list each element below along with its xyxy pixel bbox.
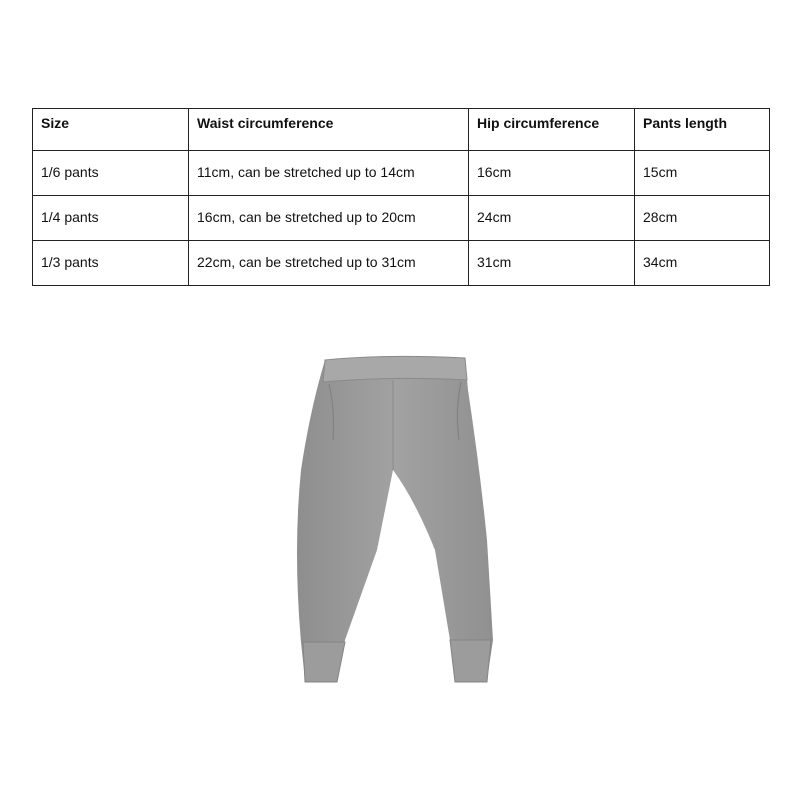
header-size: Size	[33, 109, 189, 151]
pants-body	[297, 356, 493, 680]
cell-length: 28cm	[635, 196, 770, 241]
grey-sweatpants-photo	[265, 350, 505, 730]
cell-waist: 11cm, can be stretched up to 14cm	[189, 151, 469, 196]
cell-size: 1/3 pants	[33, 241, 189, 286]
cell-size: 1/4 pants	[33, 196, 189, 241]
cell-hip: 24cm	[469, 196, 635, 241]
left-cuff	[303, 642, 345, 682]
cell-waist: 22cm, can be stretched up to 31cm	[189, 241, 469, 286]
cell-size: 1/6 pants	[33, 151, 189, 196]
table-header-row	[33, 109, 770, 151]
table-row	[33, 151, 770, 196]
table-row	[33, 241, 770, 286]
header-pants-length: Pants length	[635, 109, 770, 151]
size-chart-table	[32, 108, 770, 286]
cell-hip: 16cm	[469, 151, 635, 196]
cell-waist: 16cm, can be stretched up to 20cm	[189, 196, 469, 241]
cell-hip: 31cm	[469, 241, 635, 286]
header-waist-circumference: Waist circumference	[189, 109, 469, 151]
table-row	[33, 196, 770, 241]
right-cuff	[450, 640, 491, 682]
header-hip-circumference: Hip circumference	[469, 109, 635, 151]
cell-length: 15cm	[635, 151, 770, 196]
cell-length: 34cm	[635, 241, 770, 286]
waistband	[323, 356, 467, 382]
